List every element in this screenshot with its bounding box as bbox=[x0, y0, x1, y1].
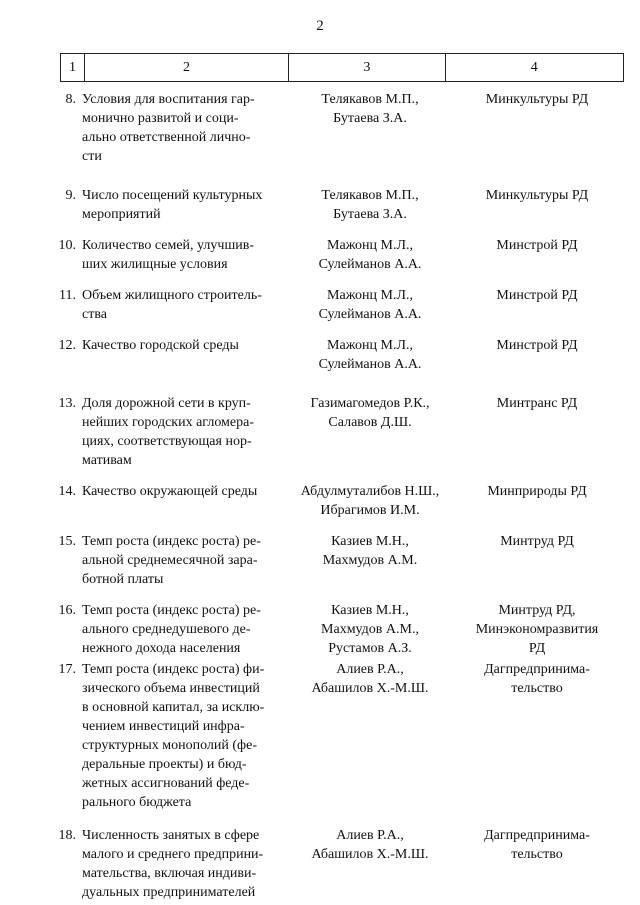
responsible-organization-line: Минтранс РД bbox=[496, 396, 578, 411]
row-number: 16. bbox=[58, 603, 76, 618]
indicator-text-line: монично развитой и соци- bbox=[82, 111, 239, 126]
responsible-persons-line: Мажонц М.Л., bbox=[327, 338, 413, 353]
responsible-organization bbox=[452, 482, 622, 520]
table-row bbox=[0, 236, 640, 274]
indicator-text bbox=[82, 660, 282, 812]
row-number: 13. bbox=[58, 396, 76, 411]
table-row bbox=[0, 286, 640, 324]
indicator-text bbox=[82, 236, 282, 274]
responsible-persons-line: Абашилов Х.-М.Ш. bbox=[311, 681, 429, 696]
responsible-persons bbox=[282, 532, 452, 589]
responsible-organization bbox=[452, 336, 622, 374]
indicator-text-line: дуальных предпринимателей bbox=[82, 885, 256, 900]
indicator-text-line: чением инвестиций инфра- bbox=[82, 719, 245, 734]
indicator-text-line: циях, соответствующая нор- bbox=[82, 434, 252, 449]
responsible-organization-line: тельство bbox=[511, 681, 563, 696]
indicator-text-line: жетных ассигнований феде- bbox=[82, 776, 250, 791]
responsible-persons-line: Казиев М.Н., bbox=[331, 534, 409, 549]
indicator-text-line: Темп роста (индекс роста) ре- bbox=[82, 603, 261, 618]
table-row bbox=[0, 394, 640, 470]
responsible-persons-line: Абдулмуталибов Н.Ш., bbox=[300, 484, 440, 499]
indicator-text-line: альной среднемесячной зара- bbox=[82, 553, 258, 568]
responsible-organization bbox=[452, 660, 622, 812]
indicator-text-line: в основной капитал, за исклю- bbox=[82, 700, 265, 715]
indicator-text bbox=[82, 286, 282, 324]
row-number: 10. bbox=[58, 238, 76, 253]
indicator-text-line: зического объема инвестиций bbox=[82, 681, 260, 696]
indicator-text bbox=[82, 394, 282, 470]
row-number: 14. bbox=[58, 484, 76, 499]
row-number: 9. bbox=[65, 188, 76, 203]
responsible-organization bbox=[452, 601, 622, 658]
responsible-organization-line: Минкультуры РД bbox=[485, 92, 589, 107]
responsible-persons bbox=[282, 90, 452, 166]
responsible-persons-line: Казиев М.Н., bbox=[331, 603, 409, 618]
responsible-organization bbox=[452, 90, 622, 166]
indicator-text bbox=[82, 482, 282, 520]
indicator-text-line: Темп роста (индекс роста) ре- bbox=[82, 534, 261, 549]
responsible-organization-line: Минстрой РД bbox=[496, 338, 578, 353]
responsible-persons-line: Газимагомедов Р.К., bbox=[310, 396, 430, 411]
indicator-text-line: Объем жилищного строитель- bbox=[82, 288, 262, 303]
row-number: 18. bbox=[58, 828, 76, 843]
responsible-organization bbox=[452, 186, 622, 224]
header-col-3: 3 bbox=[289, 54, 445, 81]
responsible-organization-line: Минстрой РД bbox=[496, 288, 578, 303]
indicator-text-line: мательства, включая индиви- bbox=[82, 866, 257, 881]
responsible-organization bbox=[452, 286, 622, 324]
responsible-persons-line: Ибрагимов И.М. bbox=[320, 503, 420, 518]
table-row bbox=[0, 482, 640, 520]
responsible-persons bbox=[282, 336, 452, 374]
responsible-persons-line: Телякавов М.П., bbox=[321, 188, 419, 203]
responsible-persons-line: Рустамов А.З. bbox=[328, 641, 412, 656]
indicator-text-line: нейших городских агломера- bbox=[82, 415, 255, 430]
responsible-organization bbox=[452, 826, 622, 902]
responsible-persons-line: Салавов Д.Ш. bbox=[328, 415, 412, 430]
indicator-text bbox=[82, 601, 282, 658]
responsible-organization-line: Минтруд РД, bbox=[498, 603, 576, 618]
indicator-text-line: Число посещений культурных bbox=[82, 188, 263, 203]
responsible-persons bbox=[282, 286, 452, 324]
indicator-text-line: нежного дохода населения bbox=[82, 641, 241, 656]
responsible-organization-line: Дагпредпринима- bbox=[484, 662, 590, 677]
responsible-persons bbox=[282, 601, 452, 658]
responsible-persons-line: Абашилов Х.-М.Ш. bbox=[311, 847, 429, 862]
responsible-persons-line: Сулейманов А.А. bbox=[318, 257, 422, 272]
responsible-organization bbox=[452, 394, 622, 470]
indicator-text-line: Численность занятых в сфере bbox=[82, 828, 260, 843]
responsible-persons bbox=[282, 826, 452, 902]
responsible-organization bbox=[452, 236, 622, 274]
row-number: 8. bbox=[65, 92, 76, 107]
responsible-persons-line: Махмудов А.М. bbox=[322, 553, 418, 568]
row-number: 12. bbox=[58, 338, 76, 353]
table-row bbox=[0, 660, 640, 812]
indicator-text-line: рального бюджета bbox=[82, 795, 192, 810]
page-number: 2 bbox=[316, 18, 324, 34]
indicator-text-line: сти bbox=[82, 149, 102, 164]
indicator-text-line: Количество семей, улучшив- bbox=[82, 238, 255, 253]
responsible-persons-line: Мажонц М.Л., bbox=[327, 238, 413, 253]
responsible-persons-line: Бутаева З.А. bbox=[333, 111, 407, 126]
indicator-text-line: ально ответственной лично- bbox=[82, 130, 251, 145]
indicator-text bbox=[82, 532, 282, 589]
table-row bbox=[0, 90, 640, 166]
responsible-persons-line: Сулейманов А.А. bbox=[318, 357, 422, 372]
indicator-text-line: Темп роста (индекс роста) фи- bbox=[82, 662, 265, 677]
responsible-persons-line: Махмудов А.М., bbox=[321, 622, 419, 637]
indicator-text-line: малого и среднего предприни- bbox=[82, 847, 264, 862]
indicator-text-line: мативам bbox=[82, 453, 132, 468]
indicator-text-line: Качество городской среды bbox=[82, 338, 239, 353]
header-col-2: 2 bbox=[85, 54, 289, 81]
responsible-persons-line: Телякавов М.П., bbox=[321, 92, 419, 107]
indicator-text-line: ального среднедушевого де- bbox=[82, 622, 251, 637]
indicator-text-line: деральные проекты) и бюд- bbox=[82, 757, 247, 772]
responsible-persons-line: Алиев Р.А., bbox=[336, 662, 404, 677]
indicator-text bbox=[82, 336, 282, 374]
indicator-text bbox=[82, 90, 282, 166]
responsible-organization-line: Минкультуры РД bbox=[485, 188, 589, 203]
indicator-text-line: Условия для воспитания гар- bbox=[82, 92, 255, 107]
responsible-organization-line: Минприроды РД bbox=[487, 484, 587, 499]
table-row bbox=[0, 532, 640, 589]
responsible-organization-line: Минэкономразвития bbox=[475, 622, 599, 637]
indicator-text-line: ших жилищные условия bbox=[82, 257, 228, 272]
indicator-text-line: структурных монополий (фе- bbox=[82, 738, 258, 753]
header-col-4: 4 bbox=[530, 59, 538, 75]
responsible-organization-line: РД bbox=[528, 641, 546, 656]
indicator-text-line: мероприятий bbox=[82, 207, 161, 222]
header-col-1: 1 bbox=[61, 54, 85, 81]
table-row bbox=[0, 601, 640, 658]
table-header bbox=[60, 53, 624, 82]
responsible-persons bbox=[282, 186, 452, 224]
row-number: 11. bbox=[59, 288, 76, 303]
table-body bbox=[0, 90, 640, 902]
table-row bbox=[0, 826, 640, 902]
table-row bbox=[0, 336, 640, 374]
indicator-text-line: ства bbox=[82, 307, 107, 322]
responsible-persons bbox=[282, 394, 452, 470]
responsible-organization-line: Минтруд РД bbox=[500, 534, 574, 549]
row-number: 17. bbox=[58, 662, 76, 677]
responsible-organization-line: Минстрой РД bbox=[496, 238, 578, 253]
indicator-text bbox=[82, 826, 282, 902]
responsible-persons bbox=[282, 482, 452, 520]
indicator-text-line: Доля дорожной сети в круп- bbox=[82, 396, 251, 411]
responsible-organization-line: Дагпредпринима- bbox=[484, 828, 590, 843]
responsible-organization bbox=[452, 532, 622, 589]
row-number: 15. bbox=[58, 534, 76, 549]
responsible-persons-line: Сулейманов А.А. bbox=[318, 307, 422, 322]
indicator-text-line: ботной платы bbox=[82, 572, 164, 587]
responsible-persons-line: Мажонц М.Л., bbox=[327, 288, 413, 303]
responsible-persons bbox=[282, 236, 452, 274]
table-row bbox=[0, 186, 640, 224]
indicator-text-line: Качество окружающей среды bbox=[82, 484, 258, 499]
responsible-persons-line: Бутаева З.А. bbox=[333, 207, 407, 222]
responsible-persons bbox=[282, 660, 452, 812]
responsible-organization-line: тельство bbox=[511, 847, 563, 862]
indicator-text bbox=[82, 186, 282, 224]
responsible-persons-line: Алиев Р.А., bbox=[336, 828, 404, 843]
